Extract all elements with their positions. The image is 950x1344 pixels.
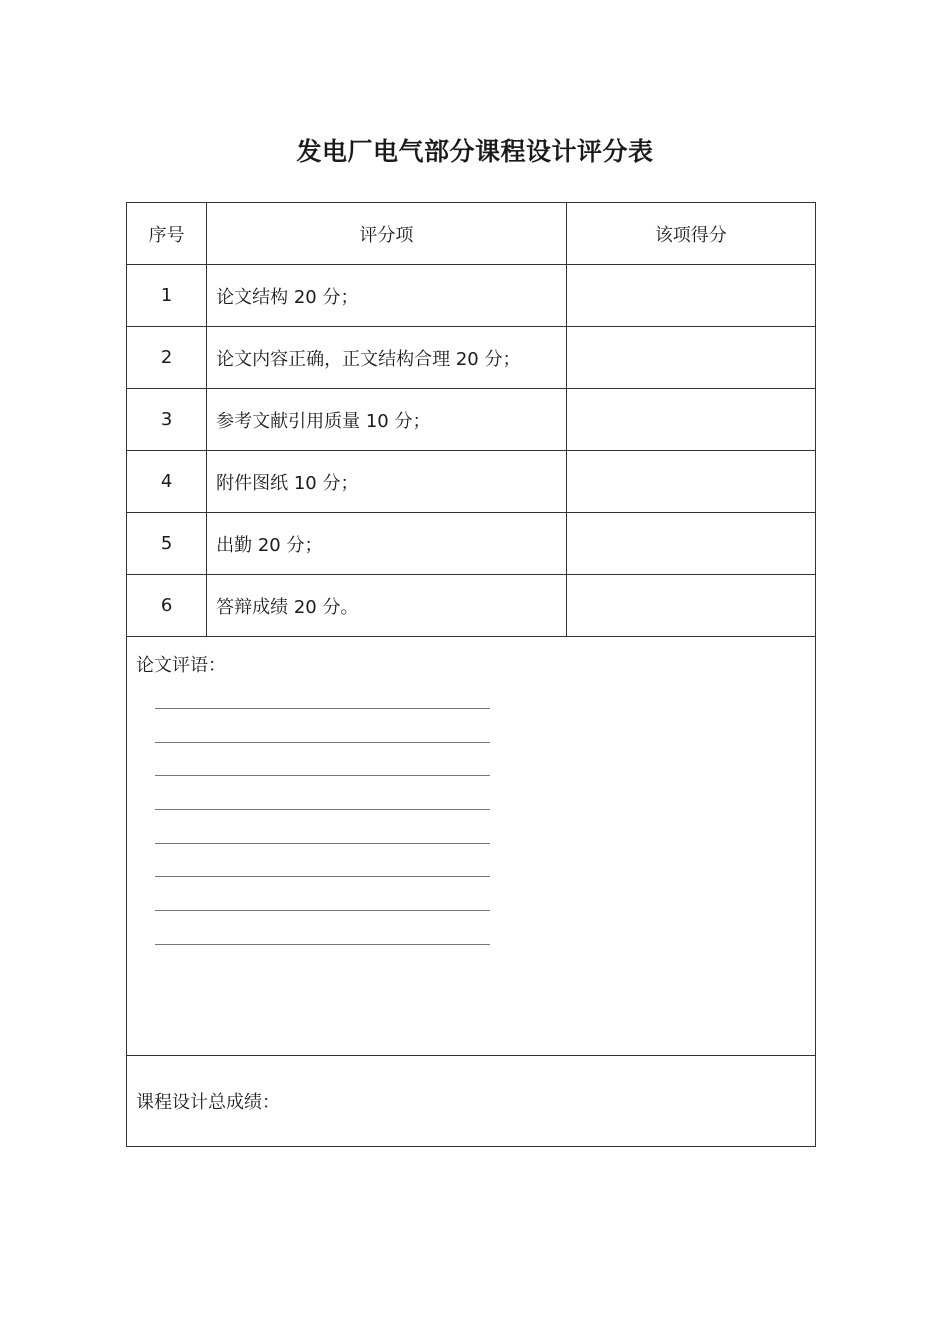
row-no: 4 <box>127 451 207 513</box>
row-item: 答辩成绩 20 分。 <box>207 575 567 637</box>
comments-cell[interactable] <box>127 637 816 1056</box>
row-score-cell[interactable] <box>566 327 815 389</box>
comments-row <box>127 637 816 1056</box>
comment-writing-line <box>155 876 490 877</box>
row-score-cell[interactable] <box>566 575 815 637</box>
header-score: 该项得分 <box>566 203 815 265</box>
table-row <box>127 265 816 327</box>
row-no: 6 <box>127 575 207 637</box>
row-item: 论文结构 20 分； <box>207 265 567 327</box>
row-score-cell[interactable] <box>566 451 815 513</box>
total-label: 课程设计总成绩： <box>136 1092 280 1113</box>
comment-writing-line <box>155 910 490 911</box>
row-score-cell[interactable] <box>566 513 815 575</box>
comment-writing-line <box>155 775 490 776</box>
total-row <box>127 1056 816 1147</box>
table-row <box>127 513 816 575</box>
table-row <box>127 389 816 451</box>
header-item: 评分项 <box>207 203 567 265</box>
row-score-cell[interactable] <box>566 265 815 327</box>
row-item: 论文内容正确，正文结构合理 20 分； <box>207 327 567 389</box>
score-table <box>126 202 816 1147</box>
comment-writing-line <box>155 843 490 844</box>
comment-writing-line <box>155 708 490 709</box>
comment-writing-line <box>155 944 490 945</box>
row-item: 出勤 20 分； <box>207 513 567 575</box>
table-row <box>127 575 816 637</box>
row-item: 附件图纸 10 分； <box>207 451 567 513</box>
table-header-row <box>127 203 816 265</box>
header-no: 序号 <box>127 203 207 265</box>
row-no: 1 <box>127 265 207 327</box>
total-score-cell[interactable] <box>127 1056 816 1147</box>
table-row <box>127 327 816 389</box>
row-item: 参考文献引用质量 10 分； <box>207 389 567 451</box>
comments-label: 论文评语： <box>136 655 226 676</box>
row-no: 2 <box>127 327 207 389</box>
comment-writing-line <box>155 809 490 810</box>
row-no: 5 <box>127 513 207 575</box>
row-no: 3 <box>127 389 207 451</box>
comment-writing-line <box>155 742 490 743</box>
page-title: 发电厂电气部分课程设计评分表 <box>296 137 654 166</box>
table-row <box>127 451 816 513</box>
row-score-cell[interactable] <box>566 389 815 451</box>
